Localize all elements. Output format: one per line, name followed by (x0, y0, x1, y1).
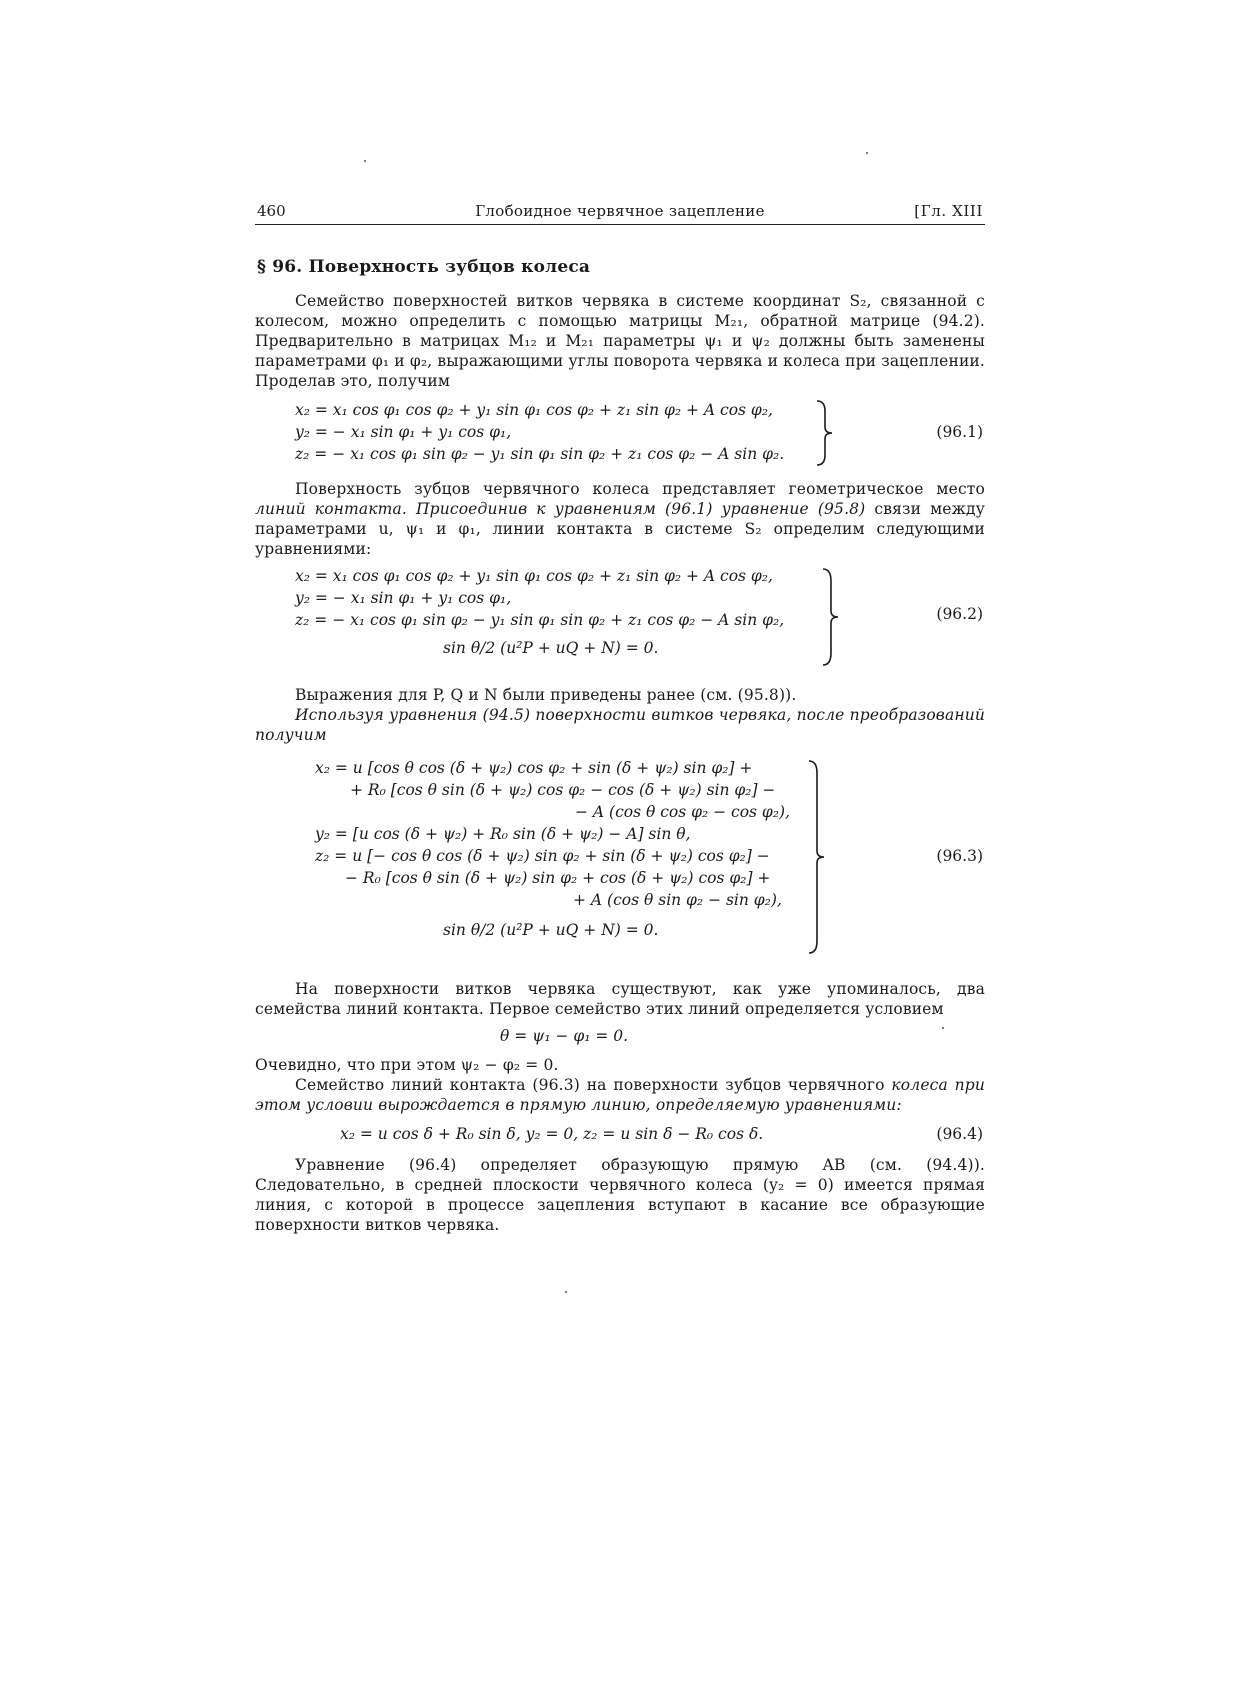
eq-line: x₂ = x₁ cos φ₁ cos φ₂ + y₁ sin φ₁ cos φ₂ + z₁ sin φ₂ + A cos φ₂, (295, 567, 773, 585)
paragraph-7 (255, 1075, 985, 1115)
italic-run: колеса при этом условии вырождается в прямую линию, определяемую уравнениями: (255, 1076, 985, 1114)
equation-number: (96.3) (936, 847, 983, 865)
eq-line: x₂ = u [cos θ cos (δ + ψ₂) cos φ₂ + sin (δ + ψ₂) sin φ₂] + (315, 759, 753, 777)
paragraph-3: Выражения для P, Q и N были приведены ранее (см. (95.8)). (295, 686, 797, 704)
eq-line: + A (cos θ sin φ₂ − sin φ₂), (573, 891, 782, 909)
paragraph-6: Очевидно, что при этом ψ₂ − φ₂ = 0. (255, 1056, 559, 1074)
running-header (255, 200, 985, 225)
book-page (255, 200, 985, 1235)
eq-line: sin θ/2 (u²P + uQ + N) = 0. (443, 921, 659, 939)
paragraph-5 (255, 979, 985, 1019)
equation-96-3 (255, 759, 985, 969)
equation-96-4 (255, 1115, 985, 1155)
text-run: Поверхность зубцов червячного колеса представляет геометрическое место (295, 480, 985, 498)
eq-line: z₂ = − x₁ cos φ₁ sin φ₂ − y₁ sin φ₁ sin φ₂ + z₁ cos φ₂ − A sin φ₂, (295, 611, 785, 629)
eq-line: y₂ = − x₁ sin φ₁ + y₁ cos φ₁, (295, 423, 512, 441)
right-brace-icon (807, 759, 827, 955)
eq-line: x₂ = u cos δ + R₀ sin δ, y₂ = 0, z₂ = u sin δ − R₀ cos δ. (340, 1125, 764, 1143)
equation-96-1 (255, 397, 985, 475)
text-run: Семейство линий контакта (96.3) на поверхности зубцов червячного (295, 1076, 892, 1094)
paragraph-4: Используя уравнения (94.5) поверхности витков червяка, после преобразований получим (255, 706, 985, 744)
text-run: связи между параметрами u, ψ₁ и φ₁, линии контакта в системе S₂ определим следующими уравнениями: (255, 500, 986, 558)
right-brace-icon (815, 399, 835, 467)
section-title: § 96. Поверхность зубцов колеса (257, 257, 591, 277)
equation-96-2 (255, 563, 985, 675)
page-number: 460 (257, 202, 286, 220)
eq-line: sin θ/2 (u²P + uQ + N) = 0. (443, 639, 659, 657)
italic-run: линий контакта. Присоединив к уравнениям (96.1) уравнение (95.8) (255, 500, 875, 518)
eq-line: z₂ = − x₁ cos φ₁ sin φ₂ − y₁ sin φ₁ sin φ₂ + z₁ cos φ₂ − A sin φ₂. (295, 445, 785, 463)
eq-line: z₂ = u [− cos θ cos (δ + ψ₂) sin φ₂ + sin (δ + ψ₂) cos φ₂] − (315, 847, 770, 865)
equation-number: (96.2) (936, 605, 983, 623)
equation-number: (96.4) (936, 1125, 983, 1143)
paragraph-2 (255, 479, 985, 559)
equation-condition (255, 1019, 985, 1055)
chapter-label: [Гл. XIII (914, 202, 983, 220)
right-brace-icon (821, 567, 841, 667)
running-title: Глобоидное червячное зацепление (475, 202, 765, 220)
eq-line: y₂ = [u cos (δ + ψ₂) + R₀ sin (δ + ψ₂) − A] sin θ, (315, 825, 691, 843)
eq-line: − A (cos θ cos φ₂ − cos φ₂), (575, 803, 790, 821)
eq-line: + R₀ [cos θ sin (δ + ψ₂) cos φ₂ − cos (δ + ψ₂) sin φ₂] − (350, 781, 776, 799)
text-run: На поверхности витков червяка существуют, как уже упоминалось, два семейства линий контакта. Первое семейство этих линий определяется условием (255, 980, 985, 1018)
paragraph-8: Уравнение (96.4) определяет образующую прямую AB (см. (94.4)). Следовательно, в средней плоскости червячного колеса (y₂ = 0) имеется прямая линия, с которой в процессе зацепления вступают в касание все образующие поверхности витков червяка. (255, 1156, 985, 1234)
equation-number: (96.1) (936, 423, 983, 441)
eq-line: − R₀ [cos θ sin (δ + ψ₂) sin φ₂ + cos (δ + ψ₂) cos φ₂] + (345, 869, 771, 887)
paragraph-1: Семейство поверхностей витков червяка в системе координат S₂, связанной с колесом, можно определить с помощью матрицы M₂₁, обратной матрице (94.2). Предварительно в матрицах M₁₂ и M₂₁ параметры ψ₁ и ψ₂ должны быть заменены параметрами φ₁ и φ₂, выражающими углы поворота червяка и колеса при зацеплении. Проделав это, получим (255, 292, 985, 390)
eq-line: x₂ = x₁ cos φ₁ cos φ₂ + y₁ sin φ₁ cos φ₂ + z₁ sin φ₂ + A cos φ₂, (295, 401, 773, 419)
eq-line: θ = ψ₁ − φ₁ = 0. (500, 1027, 629, 1045)
eq-line: y₂ = − x₁ sin φ₁ + y₁ cos φ₁, (295, 589, 512, 607)
